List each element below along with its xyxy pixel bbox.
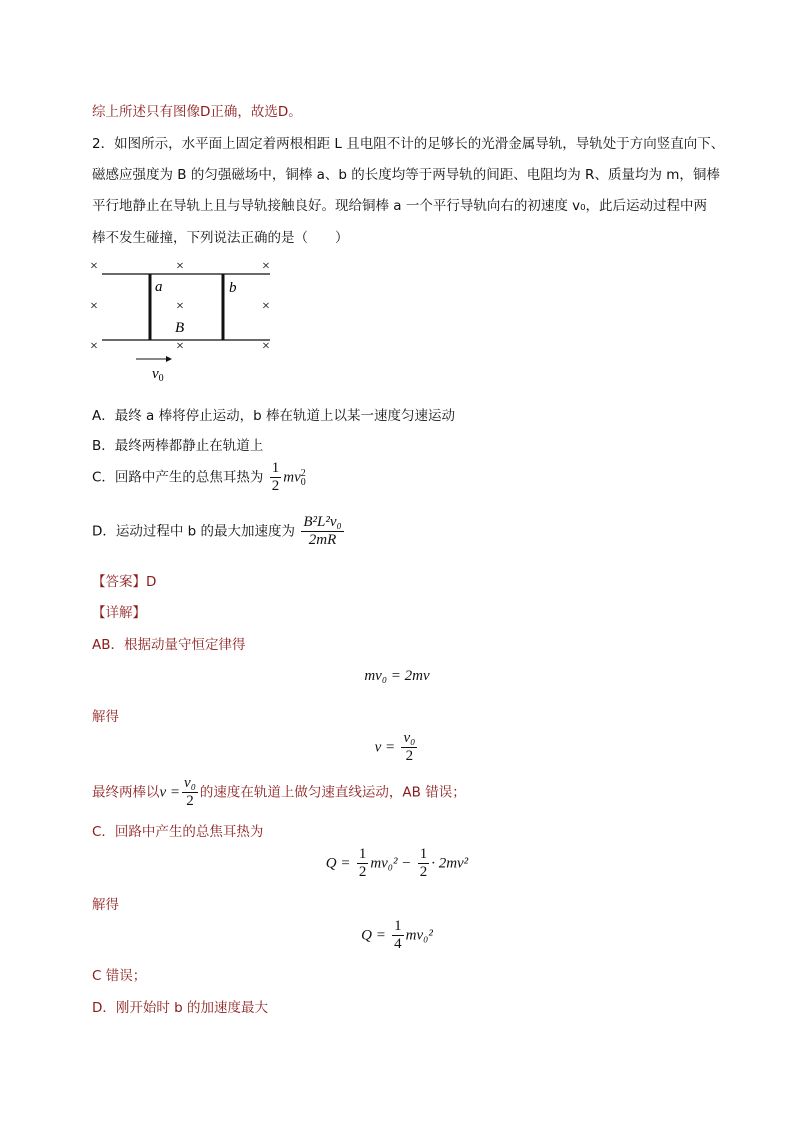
solution-c-conclusion: C 错误； <box>92 968 147 984</box>
field-cross-mark: × <box>262 259 270 274</box>
solution-c-intro: C．回路中产生的总焦耳热为 <box>92 824 264 840</box>
question-stem-line-1: 2．如图所示，水平面上固定着两根相距 L 且电阻不计的足够长的光滑金属导轨，导轨处于方向竖直向下、 <box>92 136 725 152</box>
option-c: C．回路中产生的总焦耳热为 $\frac{1}{2}$ $mv_0^2$ <box>92 460 306 494</box>
label-b: b <box>229 280 237 296</box>
question-stem-line-3: 平行地静止在导轨上且与导轨接触良好。现给铜棒 a 一个平行导轨向右的初速度 v₀，此后运动过程中两 <box>92 198 708 214</box>
velocity-label: $v_0$ <box>152 366 164 384</box>
velocity-arrowhead <box>166 356 172 362</box>
solution-ab-conclusion: 最终两棒以v = $\frac{\text{v₀}}{2}$ 的速度在轨道上做匀速直线运动，AB 错误； <box>92 775 466 809</box>
field-cross-mark: × <box>90 339 98 354</box>
question-number: 2． <box>92 136 115 152</box>
field-cross-mark: × <box>176 299 184 314</box>
equation-momentum: mv₀ = 2mv <box>364 668 430 684</box>
option-b: B．最终两棒都静止在轨道上 <box>92 438 264 454</box>
equation-heat-result: Q = $\frac{1}{4}$ mv₀² <box>361 918 433 952</box>
field-cross-mark: × <box>176 259 184 274</box>
field-cross-mark: × <box>262 299 270 314</box>
solution-ab-intro: AB．根据动量守恒定律得 <box>92 637 246 653</box>
option-c-fraction: $\frac{1}{2}$ <box>271 460 280 494</box>
question-stem-line-2: 磁感应强度为 B 的匀强磁场中，铜棒 a、b 的长度均等于两导轨的间距、电阻均为 R、质量均为 m，铜棒 <box>92 167 720 183</box>
label-field-B: B <box>175 320 185 336</box>
question-stem-line-4: 棒不发生碰撞，下列说法正确的是（ ） <box>92 230 349 246</box>
previous-summary: 综上所述只有图像D正确，故选D。 <box>92 104 302 120</box>
option-a: A．最终 a 棒将停止运动，b 棒在轨道上以某一速度匀速运动 <box>92 408 455 424</box>
solve-label-1: 解得 <box>92 709 119 725</box>
detail-heading: 【详解】 <box>92 605 146 621</box>
solve-label-2: 解得 <box>92 897 119 913</box>
field-cross-mark: × <box>90 259 98 274</box>
field-cross-mark: × <box>176 339 184 354</box>
field-cross-mark: × <box>90 299 98 314</box>
equation-final-velocity: v = $\frac{\text{v₀}}{2}$ <box>374 730 416 764</box>
equation-joule-heat: Q = $\frac{1}{2}$ mv₀² − $\frac{1}{2}$ · 2mv² <box>325 846 469 880</box>
label-a: a <box>155 279 163 295</box>
answer: 【答案】D <box>92 574 157 590</box>
option-d: D．运动过程中 b 的最大加速度为 $\frac{\text{B²L²v₀}}{2mR}$ <box>92 514 342 548</box>
solution-d-intro: D．刚开始时 b 的加速度最大 <box>92 1000 269 1016</box>
field-cross-mark: × <box>262 339 270 354</box>
rails-figure <box>84 254 284 384</box>
option-d-fraction: $\frac{\text{B²L²v₀}}{2mR}$ <box>303 514 342 548</box>
